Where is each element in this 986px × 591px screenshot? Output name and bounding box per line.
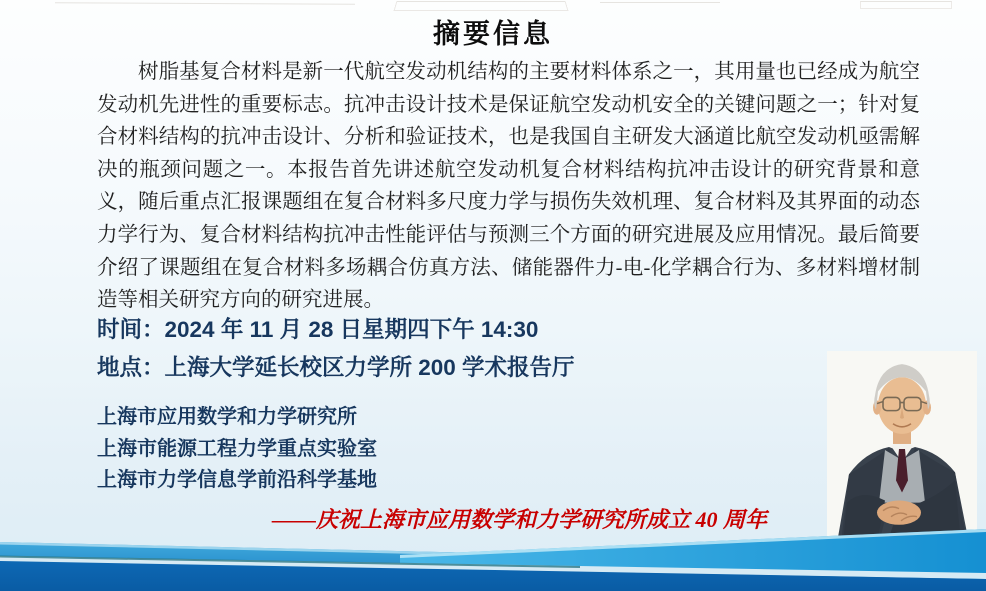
anniversary-line: ——庆祝上海市应用数学和力学研究所成立 40 周年 bbox=[272, 507, 768, 532]
organization-list bbox=[97, 402, 597, 497]
organization-item: 上海市应用数学和力学研究所 bbox=[97, 406, 357, 428]
location-label: 地点： bbox=[97, 354, 165, 380]
location-row bbox=[97, 349, 797, 387]
speaker-photo bbox=[827, 351, 977, 543]
time-row bbox=[97, 311, 797, 349]
page-title: 摘要信息 bbox=[433, 19, 553, 49]
time-label: 时间： bbox=[97, 317, 165, 342]
abstract-paragraph: 树脂基复合材料是新一代航空发动机结构的主要材料体系之一，其用量也已经成为航空发动机先进性的重要标志。抗冲击设计技术是保证航空发动机安全的关键问题之一；针对复合材料结构的抗冲击设计、分析和验证技术，也是我国自主研发大涵道比航空发动机亟需解决的瓶颈问题之一。本报告首先讲述航空发动机复合材料结构抗冲击设计的研究背景和意义，随后重点汇报课题组在复合材料多尺度力学与损伤失效机理、复合材料及其界面的动态力学行为、复合材料结构抗冲击性能评估与预测三个方面的研究进展及应用情况。最后简要介绍了课题组在复合材料多场耦合仿真方法、储能器件力-电-化学耦合行为、多材料增材制造等相关研究方向的研究进展。 bbox=[97, 61, 920, 312]
organization-item: 上海市能源工程力学重点实验室 bbox=[97, 437, 377, 460]
location-value: 上海大学延长校区力学所 200 学术报告厅 bbox=[164, 354, 575, 380]
time-value: 2024 年 11 月 28 日星期四下午 14:30 bbox=[164, 317, 539, 342]
event-schedule bbox=[97, 311, 797, 386]
organization-item: 上海市力学信息学前沿科学基地 bbox=[97, 469, 377, 491]
footer-wave-decoration bbox=[0, 520, 986, 591]
